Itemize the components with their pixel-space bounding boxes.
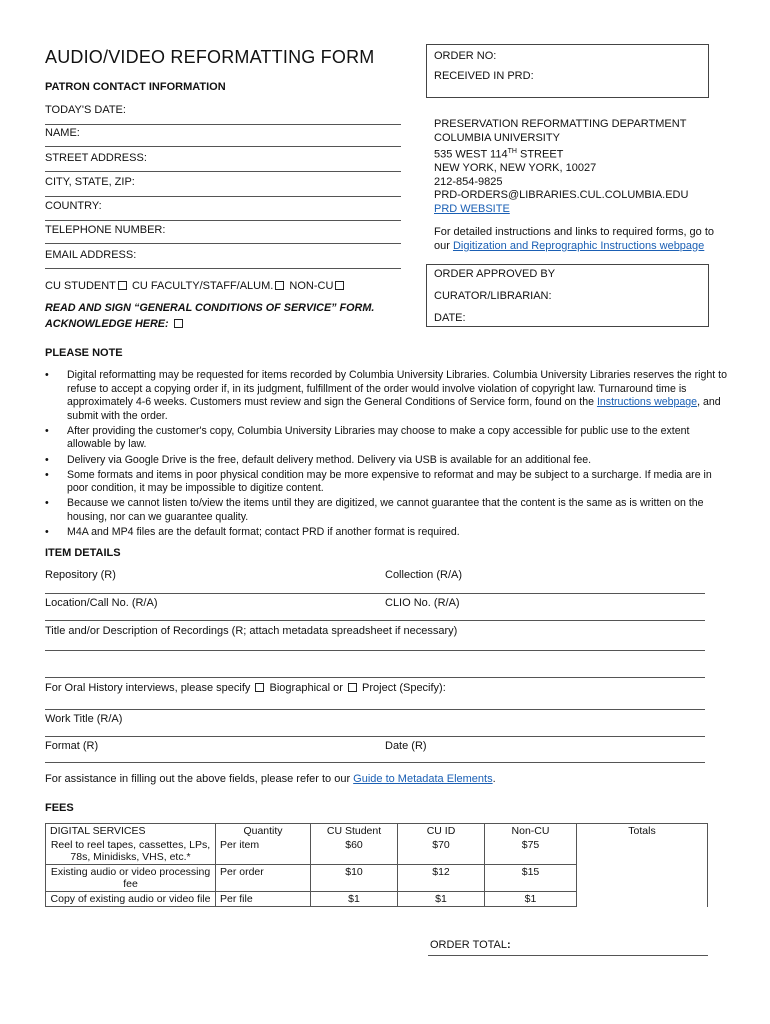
city-input[interactable]: [45, 196, 401, 197]
acknowledge-label: ACKNOWLEDGE HERE:: [45, 318, 169, 330]
order-total-label: ORDER TOTAL:: [430, 939, 511, 951]
instructions-link[interactable]: Instructions webpage: [596, 396, 698, 409]
location-input[interactable]: [45, 620, 705, 621]
date-input[interactable]: [45, 124, 401, 125]
note-item: • After providing the customer's copy, Columbia University Libraries may choose to make a copy accessible for public use to the extent allowable by law.: [67, 425, 732, 452]
date-field-label: Date (R): [385, 740, 427, 752]
title-desc-input-2[interactable]: [45, 677, 705, 678]
faculty-checkbox[interactable]: [275, 281, 284, 290]
order-box: [426, 44, 709, 98]
oral-history-row: For Oral History interviews, please specify Biographical or Project (Specify):: [45, 682, 446, 694]
cuid-price-cell: $1: [398, 892, 485, 907]
fees-table: [45, 823, 708, 907]
city-label: CITY, STATE, ZIP:: [45, 176, 135, 188]
format-label: Format (R): [45, 740, 99, 752]
status-student-label: CU STUDENT: [45, 280, 116, 292]
work-title-input[interactable]: [45, 736, 705, 737]
approved-label: ORDER APPROVED BY: [434, 268, 556, 280]
student-checkbox[interactable]: [118, 281, 127, 290]
cuid-price-cell: $70: [398, 838, 485, 865]
student-price-cell: $1: [311, 892, 398, 907]
department-info: [434, 118, 688, 216]
fees-col-header: CU ID: [398, 824, 485, 839]
dept-line-5: 212-854-9825: [434, 175, 503, 188]
note-item: • Digital reformatting may be requested for items recorded by Columbia University Libraries. Columbia University Libraries reserves the right to refuse to accept a copying order if, in its judgment, fulfillment of the order would involve violation of copyright law. Turnaround time is approximately 4-6 weeks. Customers must review and sign the General Conditions of Service form, found on the Instructions webpage, and submit with the order.: [67, 369, 732, 423]
conditions-line-1: READ AND SIGN “GENERAL CONDITIONS OF SERVICE” FORM.: [45, 302, 375, 314]
approval-date-label: DATE:: [434, 312, 466, 324]
note-item: • Delivery via Google Drive is the free, default delivery method. Delivery via USB is available for an additional fee.: [67, 454, 732, 468]
notes-heading: PLEASE NOTE: [45, 347, 123, 359]
item-details-heading: ITEM DETAILS: [45, 547, 121, 559]
noncu-price-cell: $1: [485, 892, 577, 907]
service-cell: Reel to reel tapes, cassettes, LPs, 78s, Minidisks, VHS, etc.*: [46, 838, 216, 865]
clio-label: CLIO No. (R/A): [385, 597, 460, 609]
notes-list: [45, 369, 732, 541]
fees-col-header: Quantity: [216, 824, 311, 839]
title-desc-input[interactable]: [45, 650, 705, 651]
biographical-checkbox[interactable]: [255, 683, 264, 692]
approval-box: [426, 264, 709, 327]
status-row: [45, 280, 346, 292]
fees-col-header: Non-CU: [485, 824, 577, 839]
street-label: STREET ADDRESS:: [45, 152, 147, 164]
note-item: • Some formats and items in poor physical condition may be more expensive to reformat and may be subject to a surcharge. If media are in poor condition, it may be impossible to digitize content.: [67, 469, 732, 496]
repository-label: Repository (R): [45, 569, 116, 581]
project-checkbox[interactable]: [348, 683, 357, 692]
curator-label: CURATOR/LIBRARIAN:: [434, 290, 552, 302]
page-title: AUDIO/VIDEO REFORMATTING FORM: [45, 47, 375, 67]
dept-line-6: PRD-ORDERS@LIBRARIES.CUL.COLUMBIA.EDU: [434, 189, 689, 202]
noncu-price-cell: $75: [485, 838, 577, 865]
fees-heading: FEES: [45, 802, 74, 814]
format-input[interactable]: [45, 762, 705, 763]
name-input[interactable]: [45, 146, 401, 147]
service-cell: Copy of existing audio or video file: [46, 892, 216, 907]
quantity-cell: Per file: [216, 892, 311, 907]
instructions-text: For detailed instructions and links to required forms, go to our Digitization and Reprographic Instructions webpage: [434, 226, 715, 252]
student-price-cell: $10: [311, 865, 398, 892]
fees-col-header: DIGITAL SERVICES: [46, 824, 216, 839]
noncu-price-cell: $15: [485, 865, 577, 892]
collection-label: Collection (R/A): [385, 569, 463, 581]
email-input[interactable]: [45, 268, 401, 269]
date-label: TODAY'S DATE:: [45, 104, 126, 116]
student-price-cell: $60: [311, 838, 398, 865]
country-input[interactable]: [45, 220, 401, 221]
country-label: COUNTRY:: [45, 200, 102, 212]
street-input[interactable]: [45, 171, 401, 172]
quantity-cell: Per order: [216, 865, 311, 892]
patron-heading: PATRON CONTACT INFORMATION: [45, 81, 226, 93]
metadata-guide-link[interactable]: Guide to Metadata Elements: [353, 773, 493, 785]
order-total-input[interactable]: [428, 955, 708, 956]
dept-line-1: PRESERVATION REFORMATTING DEPARTMENT: [434, 118, 687, 130]
phone-label: TELEPHONE NUMBER:: [45, 224, 166, 236]
work-title-label: Work Title (R/A): [45, 713, 123, 725]
acknowledge-checkbox[interactable]: [174, 319, 183, 328]
fees-col-header: Totals: [577, 824, 708, 907]
prd-website-link[interactable]: PRD WEBSITE: [434, 202, 510, 215]
name-label: NAME:: [45, 127, 80, 139]
status-faculty-label: CU FACULTY/STAFF/ALUM.: [131, 280, 274, 292]
received-label: RECEIVED IN PRD:: [434, 70, 534, 82]
service-cell: Existing audio or video processing fee: [46, 865, 216, 892]
status-noncu-label: NON-CU: [289, 280, 334, 292]
dept-line-4: NEW YORK, NEW YORK, 10027: [434, 162, 597, 175]
assistance-text: For assistance in filling out the above fields, please refer to our Guide to Metadata Elements.: [45, 773, 496, 785]
repository-input[interactable]: [45, 593, 705, 594]
quantity-cell: Per item: [216, 838, 311, 865]
location-label: Location/Call No. (R/A): [45, 597, 158, 609]
note-item: • M4A and MP4 files are the default format; contact PRD if another format is required.: [67, 526, 732, 540]
title-desc-label: Title and/or Description of Recordings (R; attach metadata spreadsheet if necessary): [45, 625, 458, 637]
email-label: EMAIL ADDRESS:: [45, 249, 137, 261]
dept-line-3: 535 WEST 114TH STREET: [434, 148, 564, 161]
conditions-line-2: [45, 318, 185, 330]
instructions-webpage-link[interactable]: Digitization and Reprographic Instructions webpage: [452, 239, 705, 252]
dept-line-2: COLUMBIA UNIVERSITY: [434, 131, 560, 144]
phone-input[interactable]: [45, 243, 401, 244]
noncu-checkbox[interactable]: [335, 281, 344, 290]
fees-header-row: [46, 824, 708, 839]
note-item: • Because we cannot listen to/view the items until they are digitized, we cannot guarantee that the content is the same as is written on the housing, nor can we guarantee quality.: [67, 497, 732, 524]
oral-history-input[interactable]: [45, 709, 705, 710]
cuid-price-cell: $12: [398, 865, 485, 892]
fees-col-header: CU Student: [311, 824, 398, 839]
order-no-label: ORDER NO:: [434, 50, 497, 62]
